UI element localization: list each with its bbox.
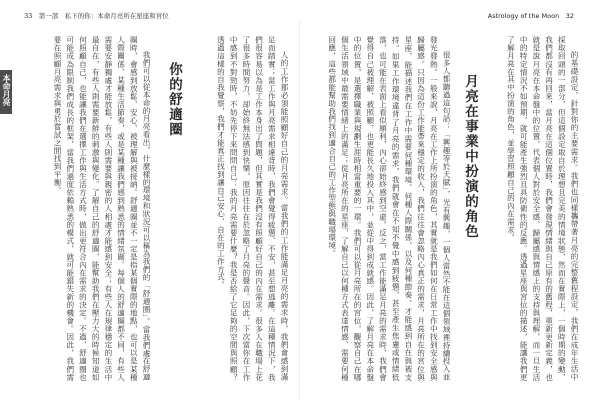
section-heading-moon-in-career: 月亮在事業中扮演的角色: [462, 74, 478, 239]
right-page: [300, 0, 600, 406]
left-running-header: 33 第一部 私下的你：本命月亮所在星座和宮位: [24, 12, 169, 20]
left-page-intro-text: 人的工作都必須能照顧好自己的月亮需求。當我們的工作能滿足月亮的需求時，我們會感到滿足而踏實；當工作與月亮需求相違背時，我們會覺得疲憊、不安，甚至想逃離。在這種情況下，我們很容易以為是工作本身出了問題，但其實是我們沒有照顧好自己的內在需求。很多人在職場上花了很多時間努力，卻始終無法感到快樂，原因往往在於忽略了月亮的聲音。因此，下次當你在工作中感到不對勁時，不妨先停下來問問自己：我的月亮需要什麼？我是否給了它足夠的空間與照顧？透過這樣的自我覺察，我們才能真正找到讓自己安心、自在的工作方式。: [216, 36, 289, 381]
right-running-header: Astrology of the Moon 32: [487, 12, 574, 20]
right-page-intro-text: 的基礎設定，針對你的主要需求。我們也同樣攜帶著月亮的完整舊程設定，我們在成年生活中採取回頭的一部分，但這個設定取自於理想且完美的情境狀態，然而在實際上，一個時期的變動，我們都沒有再回來，當月亮在這個位置時，我們會發現情緒與自己原有的舊程，重新更新定義，也就是說月亮在本命盤中的位置，代表個人對於安全感、歸屬感與情感上的支持與理解，而一旦生活中的特定情況不如預期，就可能產生強烈且具防衛性的反應。透過星座與宮位的描述，能讓我們更了解月亮在其中扮演的角色，並學習照顧自己的內在需求。: [506, 36, 579, 381]
right-page-body-text: 很多人都聽過這句話：「興趣等於天賦」，光有興趣，一個人當然不能在這個領域裡持續投入並發光發熱。一般來說，月亮在工作上所扮演的角色，其實就是我們如何在日常工作中找到安全感與歸屬感。只因為這份工作能帶來穩定的收入，我們往往會忽略內心真正的需求，月亮所在的宮位與星座，能描述我們在工作中需要何種環境、何種人際關係，以及何種節奏，才能感到自在與被支持。如果工作環境違背了月亮的需求，我們就會在不知不覺中感到疲憊，甚至產生焦慮或情緒低落，也可能在表面上看似順利，內心卻始終感到空虛。反之，當工作能滿足月亮的需求時，我們會覺得自己被理解、被照顧，也更能長久地投入其中，並從中得到成就感。因此，了解月亮在本命盤中的位置，是選擇職業與規劃生涯時相當重要的一環。我們可以從月亮所在的宮位，觀察自己在哪個生活領域中最需要情緒上的滿足；從月亮所在的星座，了解自己以何種方式表達情感、需要何種回應，這些都能幫助我們找到適合自己的工作型態與職場環境。: [327, 36, 451, 381]
section-heading-comfort-zone: 你的舒適圈: [166, 62, 182, 137]
left-page-body-text: 我們可以從本命的月亮看出，什麼樣的環境和狀況可以稱為我們的「舒適圈」。當我們處在舒適圈時，會感到放鬆、安心、被理解與被接納。舒適圈並不一定是指某個實際的地點，也可以是某種人際關係、某種生活節奏，或是某種讓我們感到熟悉的情緒氛圍。每個人的舒適圈都不同，有些人需要安靜獨處才能放鬆，有些人則需要與親密的人相處才能感到安全；有些人在規律穩定的生活中最自在，有些人則需要新鮮的刺激與變化。了解自己的舒適圈，能幫助我們在壓力大的時候知道如何照顧自己，也能讓我們在選擇工作與生活方式時，做出更符合內在需求的決定。不過，舒適圈也可能成為限制我們成長的框架，當我們過度依賴熟悉的模式，就可能錯失新的機會。因此，我們需要在照顧月亮需求與勇於嘗試之間找到平衡。: [53, 36, 151, 381]
chapter-tab-label: 本命月亮: [2, 74, 11, 106]
